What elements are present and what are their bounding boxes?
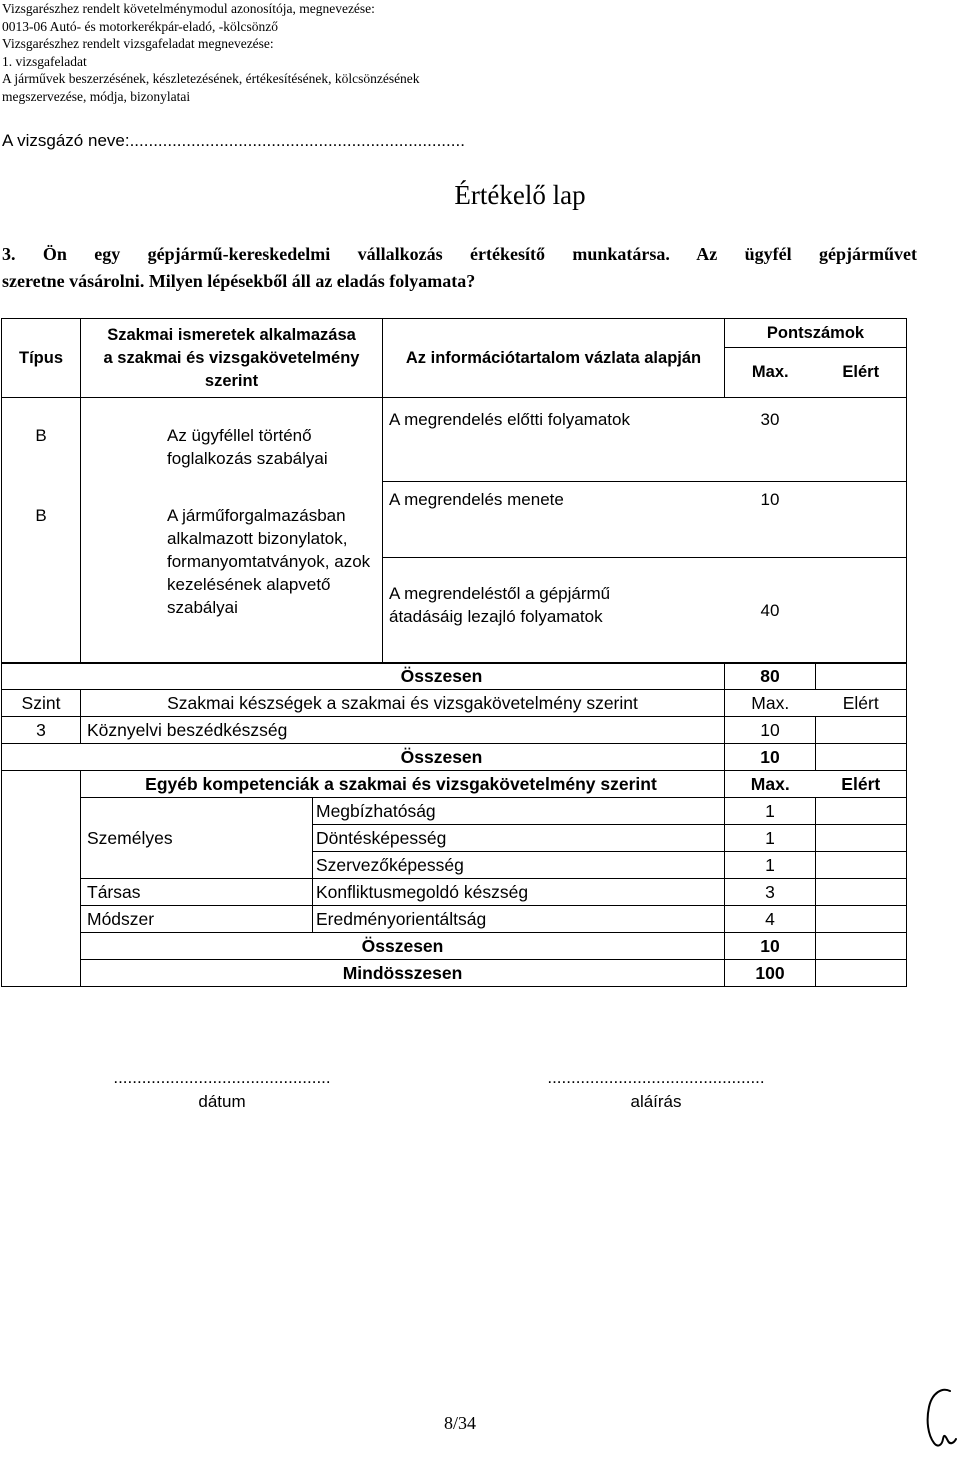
header-line: 1. vizsgafeladat — [2, 53, 87, 69]
mindosszesen-label: Mindösszesen — [81, 960, 725, 987]
osszesen-elert — [816, 744, 907, 771]
osszesen-elert — [816, 663, 907, 690]
skill-level: 3 — [2, 717, 81, 744]
competency-label: Eredményorientáltság — [313, 906, 725, 933]
header-line: Vizsgarészhez rendelt követelménymodul azonosítója, megnevezése: — [2, 1, 375, 16]
skill-label: Köznyelvi beszédkészség — [81, 717, 725, 744]
competency-max: 1 — [725, 852, 816, 879]
question-line-2: szeretne vásárolni. Milyen lépésekből áll az eladás folyamata? — [2, 271, 476, 291]
knowledge-item: Az ügyféllel történő foglalkozás szabályai — [167, 426, 328, 468]
osszesen-value: 80 — [725, 663, 816, 690]
max-value: 30 — [725, 398, 816, 482]
mindosszesen-elert — [816, 960, 907, 987]
competencies-max-header: Max. — [725, 771, 816, 798]
osszesen-label: Összesen — [2, 663, 725, 690]
osszesen-label: Összesen — [81, 933, 725, 960]
signature-block — [516, 1068, 796, 1112]
candidate-name-line: A vizsgázó neve:....................................................................... — [2, 131, 465, 150]
competency-max: 4 — [725, 906, 816, 933]
handwritten-signature-icon — [920, 1385, 958, 1451]
skills-header: Szakmai készségek a szakmai és vizsgakövetelmény szerint — [81, 690, 725, 717]
header-line: 0013-06 Autó- és motorkerékpár-eladó, -kölcsönző — [2, 18, 279, 34]
document-header — [2, 0, 420, 106]
competencies-elert-header: Elért — [816, 771, 907, 798]
max-value: 40 — [725, 558, 816, 664]
header-pontszamok: Pontszámok — [725, 319, 907, 348]
szint-header: Szint — [2, 690, 81, 717]
competency-elert — [816, 879, 907, 906]
competency-max: 1 — [725, 825, 816, 852]
content-item: A megrendelés előtti folyamatok — [383, 398, 725, 482]
skill-elert — [816, 717, 907, 744]
evaluation-table — [1, 318, 907, 664]
competency-elert — [816, 798, 907, 825]
header-informaciotartalom: Az információtartalom vázlata alapján — [383, 319, 725, 398]
mindosszesen-value: 100 — [725, 960, 816, 987]
competencies-header: Egyéb kompetenciák a szakmai és vizsgakövetelmény szerint — [81, 771, 725, 798]
type-value: B — [35, 506, 47, 525]
osszesen-value: 10 — [725, 744, 816, 771]
competency-elert — [816, 825, 907, 852]
group-modszer: Módszer — [81, 906, 313, 933]
osszesen-label: Összesen — [2, 744, 725, 771]
header-szakmai-ismeretek: Szakmai ismeretek alkalmazása a szakmai és vizsgakövetelmény szerint — [81, 319, 383, 398]
group-tarsas: Társas — [81, 879, 313, 906]
elert-value — [816, 558, 907, 664]
knowledge-item: A járműforgalmazásban alkalmazott bizonylatok, formanyomtatványok, azok kezelésének alapvető szabályai — [167, 506, 371, 617]
competency-label: Szervezőképesség — [313, 852, 725, 879]
competency-label: Megbízhatóság — [313, 798, 725, 825]
elert-value — [816, 398, 907, 482]
header-tipus: Típus — [2, 319, 81, 398]
type-column — [2, 398, 81, 664]
content-item: A megrendeléstől a gépjármű átadásáig lezajló folyamatok — [383, 558, 725, 664]
competency-max: 3 — [725, 879, 816, 906]
competency-label: Konfliktusmegoldó készség — [313, 879, 725, 906]
question-line-1: 3. Ön egy gépjármű-kereskedelmi vállalkozás értékesítő munkatársa. Az ügyfél gépjárművet — [2, 244, 917, 264]
skills-max-header: Max. — [725, 690, 816, 717]
type-value: B — [35, 426, 47, 445]
blank-column — [2, 771, 81, 987]
signature-label: aláírás — [630, 1092, 682, 1111]
header-max: Max. — [725, 348, 816, 398]
knowledge-column — [81, 398, 383, 664]
date-dots: .............................................. — [113, 1068, 331, 1087]
exam-question — [2, 241, 917, 295]
competency-max: 1 — [725, 798, 816, 825]
competency-label: Döntésképesség — [313, 825, 725, 852]
group-szemelyes: Személyes — [81, 798, 313, 879]
max-value: 10 — [725, 482, 816, 558]
header-line: Vizsgarészhez rendelt vizsgafeladat megnevezése: — [2, 36, 274, 52]
date-block — [82, 1068, 362, 1112]
summary-table — [1, 662, 907, 987]
header-elert: Elért — [816, 348, 907, 398]
competency-elert — [816, 852, 907, 879]
competency-elert — [816, 906, 907, 933]
header-line: A járművek beszerzésének, készletezésének, értékesítésének, kölcsönzésének — [2, 71, 420, 87]
osszesen-value: 10 — [725, 933, 816, 960]
header-line: megszervezése, módja, bizonylatai — [2, 88, 191, 104]
page-number: 8/34 — [443, 1413, 476, 1433]
page-title: Értékelő lap — [454, 180, 586, 210]
content-item: A megrendelés menete — [383, 482, 725, 558]
skill-max: 10 — [725, 717, 816, 744]
date-label: dátum — [198, 1092, 246, 1111]
signature-dots: .............................................. — [547, 1068, 765, 1087]
skills-elert-header: Elért — [816, 690, 907, 717]
elert-value — [816, 482, 907, 558]
osszesen-elert — [816, 933, 907, 960]
